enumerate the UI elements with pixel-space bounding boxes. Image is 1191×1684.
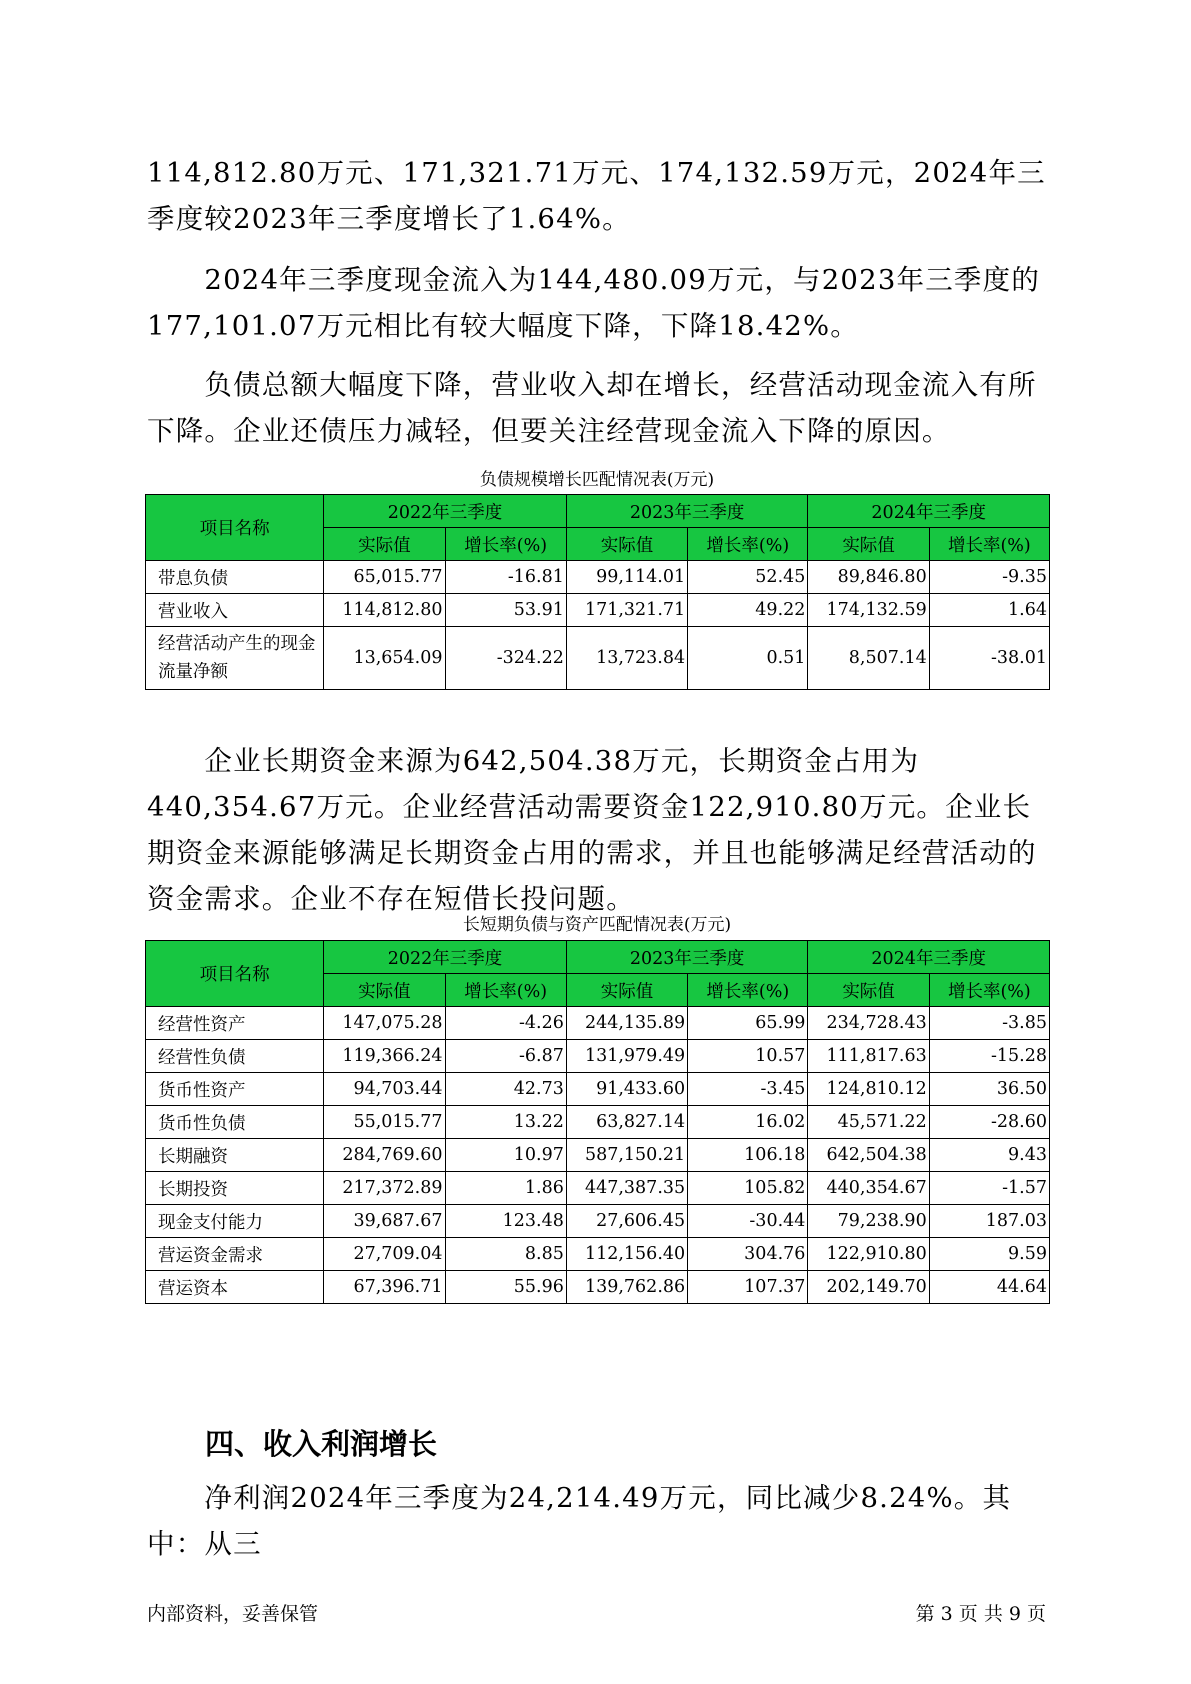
column-header-period: 2024年三季度 <box>808 941 1050 974</box>
cell-growth-rate: 10.97 <box>445 1139 566 1172</box>
cell-actual-value: 45,571.22 <box>808 1106 929 1139</box>
cell-actual-value: 55,015.77 <box>324 1106 445 1139</box>
cell-actual-value: 13,654.09 <box>324 627 445 690</box>
cell-actual-value: 111,817.63 <box>808 1040 929 1073</box>
table-row <box>146 1205 1050 1238</box>
cell-actual-value: 27,709.04 <box>324 1238 445 1271</box>
paragraph-revenue-growth: 114,812.80万元、171,321.71万元、174,132.59万元，2024年三季度较2023年三季度增长了1.64%。 <box>147 157 1046 235</box>
cell-growth-rate: 36.50 <box>929 1073 1049 1106</box>
cell-actual-value: 67,396.71 <box>324 1271 445 1304</box>
row-label: 货币性负债 <box>146 1106 324 1139</box>
row-label: 长期投资 <box>146 1172 324 1205</box>
table-row <box>146 627 1050 690</box>
column-header-growth: 增长率(%) <box>929 974 1049 1007</box>
table-row <box>146 1106 1050 1139</box>
cell-actual-value: 139,762.86 <box>566 1271 687 1304</box>
cell-actual-value: 147,075.28 <box>324 1007 445 1040</box>
cell-growth-rate: -3.85 <box>929 1007 1049 1040</box>
cell-growth-rate: 49.22 <box>688 594 808 627</box>
column-header-growth: 增长率(%) <box>688 974 808 1007</box>
cell-growth-rate: -30.44 <box>688 1205 808 1238</box>
column-header-period: 2023年三季度 <box>566 495 808 528</box>
column-header-period: 2023年三季度 <box>566 941 808 974</box>
table-row <box>146 1271 1050 1304</box>
cell-growth-rate: 1.86 <box>445 1172 566 1205</box>
cell-actual-value: 171,321.71 <box>566 594 687 627</box>
table-row <box>146 594 1050 627</box>
cell-actual-value: 114,812.80 <box>324 594 445 627</box>
cell-growth-rate: 9.43 <box>929 1139 1049 1172</box>
cell-growth-rate: -4.26 <box>445 1007 566 1040</box>
footer-page-number: 第 3 页 共 9 页 <box>915 1603 1046 1625</box>
column-header-growth: 增长率(%) <box>929 528 1049 561</box>
row-label: 现金支付能力 <box>146 1205 324 1238</box>
cell-growth-rate: 9.59 <box>929 1238 1049 1271</box>
cell-actual-value: 587,150.21 <box>566 1139 687 1172</box>
cell-growth-rate: 42.73 <box>445 1073 566 1106</box>
cell-actual-value: 79,238.90 <box>808 1205 929 1238</box>
cell-growth-rate: -9.35 <box>929 561 1049 594</box>
debt-growth-table <box>145 494 1050 690</box>
cell-actual-value: 202,149.70 <box>808 1271 929 1304</box>
cell-growth-rate: 65.99 <box>688 1007 808 1040</box>
cell-growth-rate: 52.45 <box>688 561 808 594</box>
cell-growth-rate: -324.22 <box>445 627 566 690</box>
cell-growth-rate: 1.64 <box>929 594 1049 627</box>
row-label: 经营性资产 <box>146 1007 324 1040</box>
cell-actual-value: 440,354.67 <box>808 1172 929 1205</box>
liability-asset-match-table <box>145 940 1050 1304</box>
column-header-growth: 增长率(%) <box>445 528 566 561</box>
column-header-period: 2022年三季度 <box>324 495 567 528</box>
cell-actual-value: 94,703.44 <box>324 1073 445 1106</box>
cell-growth-rate: 105.82 <box>688 1172 808 1205</box>
cell-actual-value: 39,687.67 <box>324 1205 445 1238</box>
column-header-actual: 实际值 <box>566 528 687 561</box>
paragraph-debt-analysis: 负债总额大幅度下降，营业收入却在增长，经营活动现金流入有所下降。企业还债压力减轻，但要关注经营现金流入下降的原因。 <box>147 369 1037 447</box>
cell-growth-rate: 53.91 <box>445 594 566 627</box>
table-row <box>146 561 1050 594</box>
cell-growth-rate: 10.57 <box>688 1040 808 1073</box>
cell-actual-value: 27,606.45 <box>566 1205 687 1238</box>
column-header-period: 2024年三季度 <box>808 495 1050 528</box>
cell-actual-value: 99,114.01 <box>566 561 687 594</box>
cell-actual-value: 8,507.14 <box>808 627 929 690</box>
cell-actual-value: 244,135.89 <box>566 1007 687 1040</box>
cell-growth-rate: 123.48 <box>445 1205 566 1238</box>
row-label: 长期融资 <box>146 1139 324 1172</box>
column-header-period: 2022年三季度 <box>324 941 567 974</box>
table-row <box>146 1172 1050 1205</box>
cell-actual-value: 63,827.14 <box>566 1106 687 1139</box>
column-header-name: 项目名称 <box>146 941 324 1007</box>
cell-actual-value: 284,769.60 <box>324 1139 445 1172</box>
cell-growth-rate: -38.01 <box>929 627 1049 690</box>
column-header-actual: 实际值 <box>808 974 929 1007</box>
cell-growth-rate: 55.96 <box>445 1271 566 1304</box>
table-row <box>146 1238 1050 1271</box>
cell-growth-rate: 16.02 <box>688 1106 808 1139</box>
cell-actual-value: 174,132.59 <box>808 594 929 627</box>
cell-growth-rate: 187.03 <box>929 1205 1049 1238</box>
row-label: 营业收入 <box>146 594 324 627</box>
section-heading: 四、收入利润增长 <box>205 1427 438 1461</box>
column-header-actual: 实际值 <box>808 528 929 561</box>
cell-actual-value: 112,156.40 <box>566 1238 687 1271</box>
cell-actual-value: 642,504.38 <box>808 1139 929 1172</box>
cell-growth-rate: -16.81 <box>445 561 566 594</box>
cell-growth-rate: -3.45 <box>688 1073 808 1106</box>
cell-growth-rate: 13.22 <box>445 1106 566 1139</box>
row-label: 营运资金需求 <box>146 1238 324 1271</box>
table-row <box>146 1139 1050 1172</box>
column-header-actual: 实际值 <box>566 974 687 1007</box>
cell-actual-value: 447,387.35 <box>566 1172 687 1205</box>
table2-caption: 长短期负债与资产匹配情况表(万元) <box>462 915 732 935</box>
cell-growth-rate: 304.76 <box>688 1238 808 1271</box>
row-label: 带息负债 <box>146 561 324 594</box>
table-row <box>146 1073 1050 1106</box>
table-header-row <box>146 941 1050 974</box>
cell-actual-value: 124,810.12 <box>808 1073 929 1106</box>
column-header-growth: 增长率(%) <box>688 528 808 561</box>
cell-actual-value: 89,846.80 <box>808 561 929 594</box>
cell-growth-rate: 0.51 <box>688 627 808 690</box>
cell-actual-value: 217,372.89 <box>324 1172 445 1205</box>
cell-growth-rate: 44.64 <box>929 1271 1049 1304</box>
cell-growth-rate: -15.28 <box>929 1040 1049 1073</box>
paragraph-long-term-funding: 企业长期资金来源为642,504.38万元，长期资金占用为440,354.67万元。企业经营活动需要资金122,910.80万元。企业长期资金来源能够满足长期资金占用的需求，并且也能够满足经营活动的资金需求。企业不存在短借长投问题。 <box>147 745 1037 915</box>
cell-growth-rate: -6.87 <box>445 1040 566 1073</box>
cell-growth-rate: 107.37 <box>688 1271 808 1304</box>
column-header-actual: 实际值 <box>324 528 445 561</box>
table-header-row <box>146 495 1050 528</box>
cell-actual-value: 91,433.60 <box>566 1073 687 1106</box>
cell-actual-value: 122,910.80 <box>808 1238 929 1271</box>
table1-caption: 负债规模增长匹配情况表(万元) <box>479 470 715 490</box>
cell-actual-value: 119,366.24 <box>324 1040 445 1073</box>
column-header-growth: 增长率(%) <box>445 974 566 1007</box>
column-header-name: 项目名称 <box>146 495 324 561</box>
cell-actual-value: 65,015.77 <box>324 561 445 594</box>
row-label: 经营活动产生的现金流量净额 <box>146 627 324 690</box>
cell-actual-value: 131,979.49 <box>566 1040 687 1073</box>
cell-growth-rate: -28.60 <box>929 1106 1049 1139</box>
table-row <box>146 1040 1050 1073</box>
cell-growth-rate: 8.85 <box>445 1238 566 1271</box>
paragraph-net-profit: 净利润2024年三季度为24,214.49万元，同比减少8.24%。其中：从三 <box>147 1482 1012 1560</box>
column-header-actual: 实际值 <box>324 974 445 1007</box>
row-label: 营运资本 <box>146 1271 324 1304</box>
row-label: 货币性资产 <box>146 1073 324 1106</box>
table-row <box>146 1007 1050 1040</box>
cell-actual-value: 234,728.43 <box>808 1007 929 1040</box>
footer-confidential-note: 内部资料，妥善保管 <box>147 1603 319 1625</box>
cell-growth-rate: -1.57 <box>929 1172 1049 1205</box>
paragraph-cash-inflow: 2024年三季度现金流入为144,480.09万元，与2023年三季度的177,101.07万元相比有较大幅度下降，下降18.42%。 <box>147 264 1041 342</box>
cell-growth-rate: 106.18 <box>688 1139 808 1172</box>
row-label: 经营性负债 <box>146 1040 324 1073</box>
cell-actual-value: 13,723.84 <box>566 627 687 690</box>
